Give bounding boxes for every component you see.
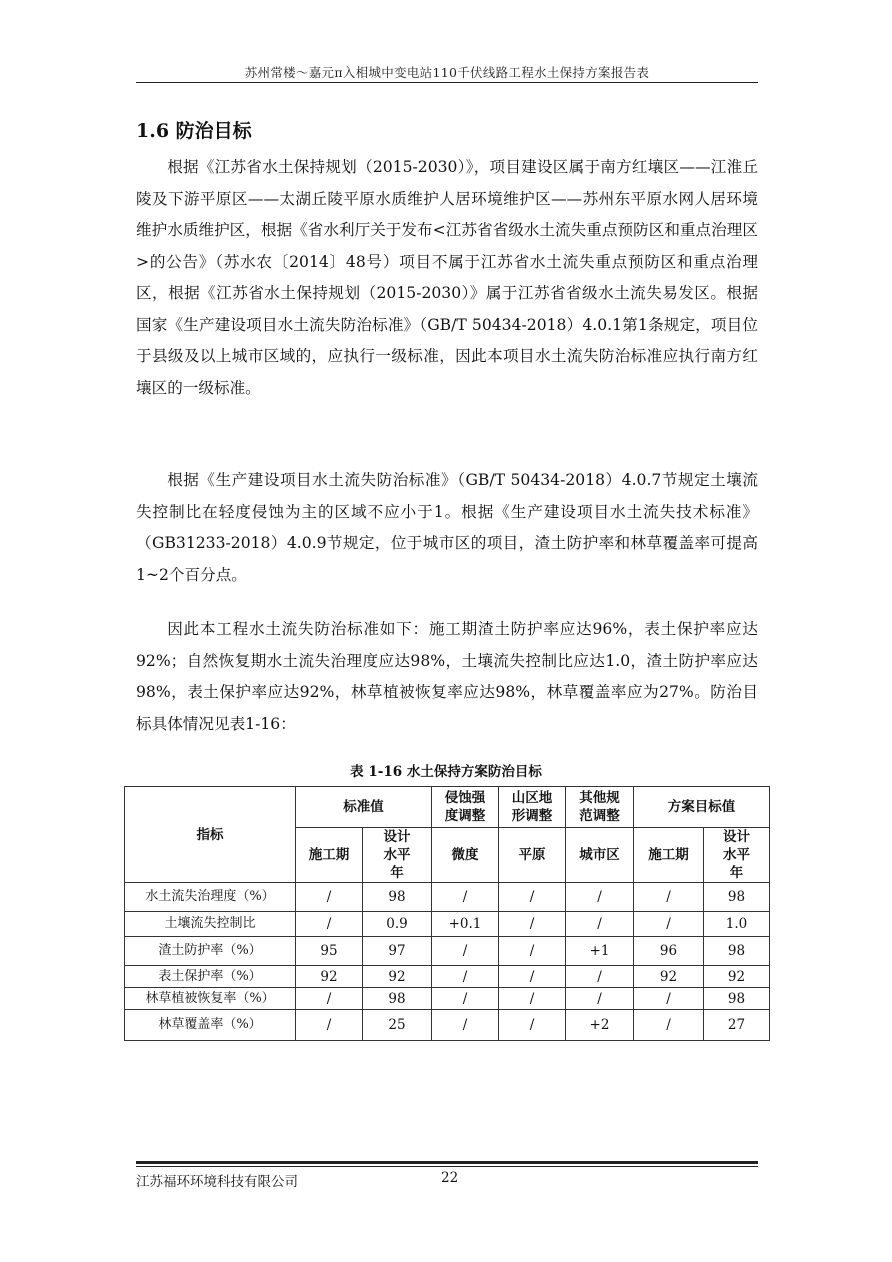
table-cell: 96 bbox=[634, 937, 704, 966]
table-cell: / bbox=[499, 912, 566, 937]
header-indicator: 指标 bbox=[125, 787, 296, 883]
table-cell: / bbox=[634, 988, 704, 1010]
table-cell: 27 bbox=[704, 1010, 770, 1041]
table-cell: / bbox=[499, 988, 566, 1010]
header-terrain-adjustment-label: 山区地形调整 bbox=[511, 790, 553, 824]
page-number: 22 bbox=[441, 1170, 459, 1186]
table-cell: +0.1 bbox=[432, 912, 499, 937]
table-cell: / bbox=[432, 988, 499, 1010]
paragraph-2: 根据《生产建设项目水土流失防治标准》（GB/T 50434-2018）4.0.7节规定土壤流失控制比在轻度侵蚀为主的区域不应小于1。根据《生产建设项目水土流失技术标准》（GB31233-2018）4.0.9节规定，位于城市区的项目，渣土防护率和林草覆盖率可提高1~2个百分点。 bbox=[136, 471, 758, 584]
paragraph-3: 因此本工程水土流失防治标准如下：施工期渣土防护率应达96%，表土保护率应达92%；自然恢复期水土流失治理度应达98%，土壤流失控制比应达1.0，渣土防护率应达98%，表土保护率应达92%，林草植被恢复率应达98%，林草覆盖率应为27%。防治目标具体情况见表1-16： bbox=[136, 620, 758, 733]
table-cell: / bbox=[634, 1010, 704, 1041]
header-slight: 微度 bbox=[432, 828, 499, 883]
table-cell: +2 bbox=[566, 1010, 634, 1041]
table-cell: / bbox=[634, 883, 704, 912]
row-label: 林草覆盖率（%） bbox=[125, 1010, 296, 1041]
header-erosion-adjustment-label: 侵蚀强度调整 bbox=[444, 790, 486, 824]
table-cell: / bbox=[296, 1010, 363, 1041]
table-cell: / bbox=[566, 988, 634, 1010]
header-other-adjustment-label: 其他规范调整 bbox=[579, 790, 620, 824]
table-row bbox=[125, 883, 770, 912]
table-cell: / bbox=[499, 937, 566, 966]
row-label: 林草植被恢复率（%） bbox=[125, 988, 296, 1010]
header-target-construction: 施工期 bbox=[634, 828, 704, 883]
table-row bbox=[125, 912, 770, 937]
table-cell: / bbox=[499, 883, 566, 912]
table-cell: / bbox=[566, 912, 634, 937]
header-plain: 平原 bbox=[499, 828, 566, 883]
header-erosion-adjustment bbox=[432, 787, 499, 828]
table-cell: / bbox=[296, 883, 363, 912]
row-label: 水土流失治理度（%） bbox=[125, 883, 296, 912]
header-urban: 城市区 bbox=[566, 828, 634, 883]
table-cell: / bbox=[634, 912, 704, 937]
section-heading: 1.6 防治目标 bbox=[136, 120, 252, 142]
paragraph-1: 根据《江苏省水土保持规划（2015-2030）》，项目建设区属于南方红壤区——江淮丘陵及下游平原区——太湖丘陵平原水质维护人居环境维护区——苏州东平原水网人居环境维护水质维护区，根据《省水利厅关于发布<江苏省省级水土流失重点预防区和重点治理区>的公告》（苏水农〔2014〕48号）项目不属于江苏省水土流失重点预防区和重点治理区，根据《江苏省水土保持规划（2015-2030）》属于江苏省省级水土流失易发区。根据国家《生产建设项目水土流失防治标准》（GB/T 50434-2018）4.0.1第1条规定，项目位于县级及以上城市区域的，应执行一级标准，因此本项目水土流失防治标准应执行南方红壤区的一级标准。 bbox=[136, 158, 758, 397]
row-label: 渣土防护率（%） bbox=[125, 937, 296, 966]
running-header: 苏州常楼～嘉元π入相城中变电站110千伏线路工程水土保持方案报告表 bbox=[244, 65, 650, 80]
table-row bbox=[125, 988, 770, 1010]
header-target: 方案目标值 bbox=[634, 787, 770, 828]
table-cell: 92 bbox=[363, 966, 432, 988]
header-design-level bbox=[363, 828, 432, 883]
table-cell: 0.9 bbox=[363, 912, 432, 937]
table-cell: 98 bbox=[363, 883, 432, 912]
header-rule bbox=[136, 82, 758, 83]
table-caption: 表 1-16 水土保持方案防治目标 bbox=[350, 764, 542, 780]
table-cell: 92 bbox=[296, 966, 363, 988]
header-standard: 标准值 bbox=[296, 787, 432, 828]
table-cell: 92 bbox=[634, 966, 704, 988]
table-cell: / bbox=[296, 988, 363, 1010]
table-cell: +1 bbox=[566, 937, 634, 966]
header-design-level-label: 设计水平年 bbox=[383, 829, 411, 881]
row-label: 表土保护率（%） bbox=[125, 966, 296, 988]
table-cell: / bbox=[499, 1010, 566, 1041]
row-label: 土壤流失控制比 bbox=[125, 912, 296, 937]
table-row bbox=[125, 937, 770, 966]
footer-rule-thin bbox=[136, 1166, 758, 1167]
table-cell: / bbox=[432, 937, 499, 966]
header-target-design-level-label: 设计水平年 bbox=[723, 829, 750, 881]
table-cell: / bbox=[566, 966, 634, 988]
prevention-targets-table bbox=[124, 786, 770, 1041]
table-cell: / bbox=[566, 883, 634, 912]
table-row bbox=[125, 1010, 770, 1041]
table-cell: 1.0 bbox=[704, 912, 770, 937]
footer-rule-thick bbox=[136, 1161, 758, 1164]
table-cell: 98 bbox=[704, 988, 770, 1010]
table-cell: 98 bbox=[704, 883, 770, 912]
header-other-adjustment bbox=[566, 787, 634, 828]
table-cell: / bbox=[432, 883, 499, 912]
table-cell: 97 bbox=[363, 937, 432, 966]
header-target-design-level bbox=[704, 828, 770, 883]
table-cell: / bbox=[432, 966, 499, 988]
table-cell: / bbox=[432, 1010, 499, 1041]
table-cell: 92 bbox=[704, 966, 770, 988]
table-cell: 98 bbox=[704, 937, 770, 966]
header-construction: 施工期 bbox=[296, 828, 363, 883]
header-terrain-adjustment bbox=[499, 787, 566, 828]
table-cell: / bbox=[296, 912, 363, 937]
table-cell: 25 bbox=[363, 1010, 432, 1041]
table-cell: 95 bbox=[296, 937, 363, 966]
table-cell: / bbox=[499, 966, 566, 988]
table-row bbox=[125, 966, 770, 988]
table-cell: 98 bbox=[363, 988, 432, 1010]
footer-company: 江苏福环环境科技有限公司 bbox=[136, 1174, 298, 1190]
